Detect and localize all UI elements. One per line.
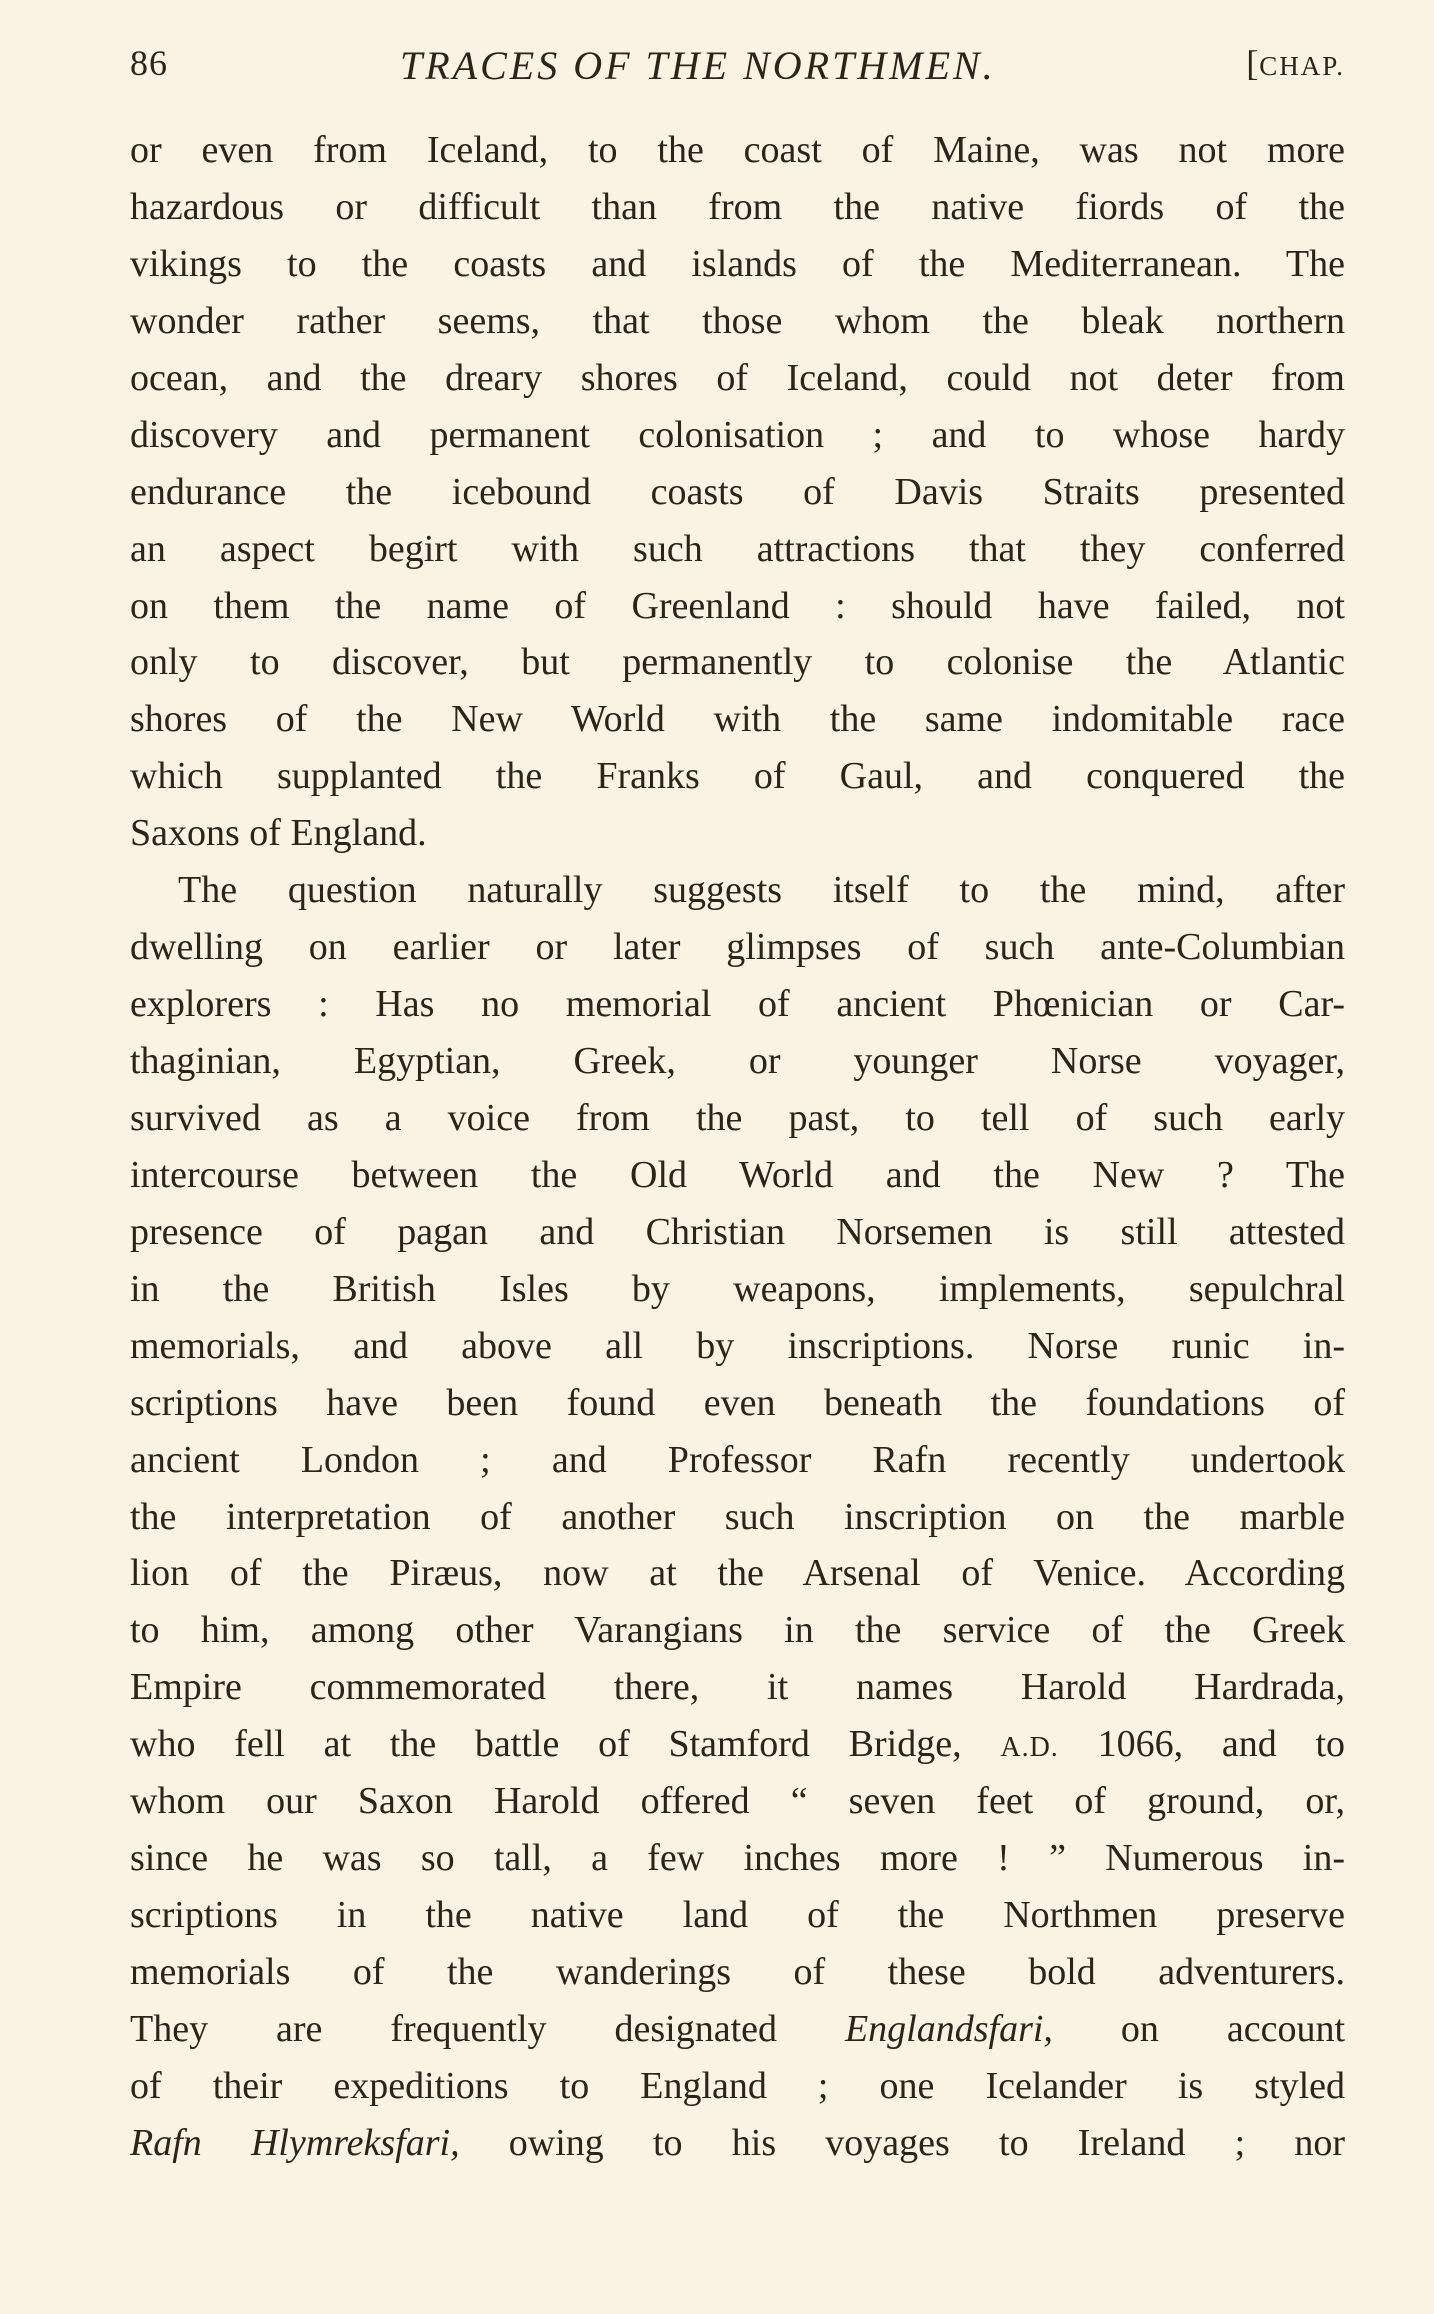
page-number: 86 <box>130 43 168 83</box>
text-line: presence of pagan and Christian Norsemen is still attested <box>130 1210 1345 1253</box>
text-line: scriptions in the native land of the Northmen preserve <box>130 1894 1345 1937</box>
text-line: survived as a voice from the past, to tell of such early <box>130 1096 1345 1139</box>
text-line: which supplanted the Franks of Gaul, and conquered the <box>130 755 1345 798</box>
text-line: Saxons of England. <box>130 812 427 855</box>
text-line: vikings to the coasts and islands of the Mediterranean. The <box>130 242 1345 285</box>
line-segment: who fell at the battle of Stamford Bridge, <box>130 1723 962 1766</box>
text-line: to him, among other Varangians in the service of the Greek <box>130 1609 1345 1652</box>
text-line: of their expeditions to England ; one Icelander is styled <box>130 2064 1345 2107</box>
text-line: lion of the Piræus, now at the Arsenal of Venice. According <box>130 1552 1345 1595</box>
text-line: ancient London ; and Professor Rafn recently undertook <box>130 1438 1345 1481</box>
text-line: dwelling on earlier or later glimpses of such ante-Columbian <box>130 926 1345 969</box>
line-segment: They are frequently designated <box>130 2007 777 2050</box>
chapter-label: CHAP. <box>1259 51 1345 81</box>
era-abbreviation: A.D. <box>1000 1732 1059 1764</box>
text-line: intercourse between the Old World and the New ? The <box>130 1153 1345 1196</box>
running-head: TRACES OF THE NORTHMEN. <box>400 43 996 88</box>
text-line: explorers : Has no memorial of ancient Phœnician or Car- <box>130 983 1345 1026</box>
text-line: an aspect begirt with such attractions that they conferred <box>130 527 1345 570</box>
text-line-mixed <box>130 2001 1345 2058</box>
text-line: wonder rather seems, that those whom the bleak northern <box>130 299 1345 342</box>
text-line: Empire commemorated there, it names Harold Hardrada, <box>130 1666 1345 1709</box>
text-line: or even from Iceland, to the coast of Maine, was not more <box>130 129 1345 171</box>
chapter-bracket: [ <box>1246 43 1260 83</box>
body-text <box>130 122 1345 2172</box>
text-line: since he was so tall, a few inches more ! ” Numerous in- <box>130 1837 1345 1880</box>
text-line: whom our Saxon Harold offered “ seven feet of ground, or, <box>130 1780 1345 1823</box>
text-line-mixed <box>130 1716 1345 1773</box>
text-line: scriptions have been found even beneath the foundations of <box>130 1381 1345 1424</box>
text-line: the interpretation of another such inscription on the marble <box>130 1495 1345 1538</box>
text-line: discovery and permanent colonisation ; and to whose hardy <box>130 413 1345 456</box>
text-line: thaginian, Egyptian, Greek, or younger Norse voyager, <box>130 1040 1345 1082</box>
text-line: hazardous or difficult than from the native fiords of the <box>130 185 1345 228</box>
line-segment: 1066, and to <box>1097 1723 1346 1766</box>
line-segment: on account <box>1120 2007 1346 2050</box>
text-line: on them the name of Greenland : should have failed, not <box>130 584 1345 627</box>
text-line: memorials of the wanderings of these bold adventurers. <box>130 1951 1345 1993</box>
text-line: ocean, and the dreary shores of Iceland, could not deter from <box>130 356 1345 399</box>
italic-term: Rafn Hlymreksfari, <box>130 2121 460 2164</box>
text-line-mixed <box>130 2115 1345 2172</box>
chapter-mark <box>1246 42 1345 84</box>
paragraph-start-line: The question naturally suggests itself to the mind, after <box>178 869 1345 912</box>
line-segment: owing to his voyages to Ireland ; nor <box>508 2121 1345 2164</box>
italic-term: Englandsfari, <box>844 2007 1053 2050</box>
text-line: in the British Isles by weapons, implements, sepulchral <box>130 1267 1345 1310</box>
text-line: only to discover, but permanently to colonise the Atlantic <box>130 641 1345 684</box>
page-header <box>130 38 1345 88</box>
text-line: endurance the icebound coasts of Davis Straits presented <box>130 470 1345 513</box>
text-line: shores of the New World with the same indomitable race <box>130 698 1345 741</box>
text-line: memorials, and above all by inscriptions. Norse runic in- <box>130 1324 1345 1367</box>
